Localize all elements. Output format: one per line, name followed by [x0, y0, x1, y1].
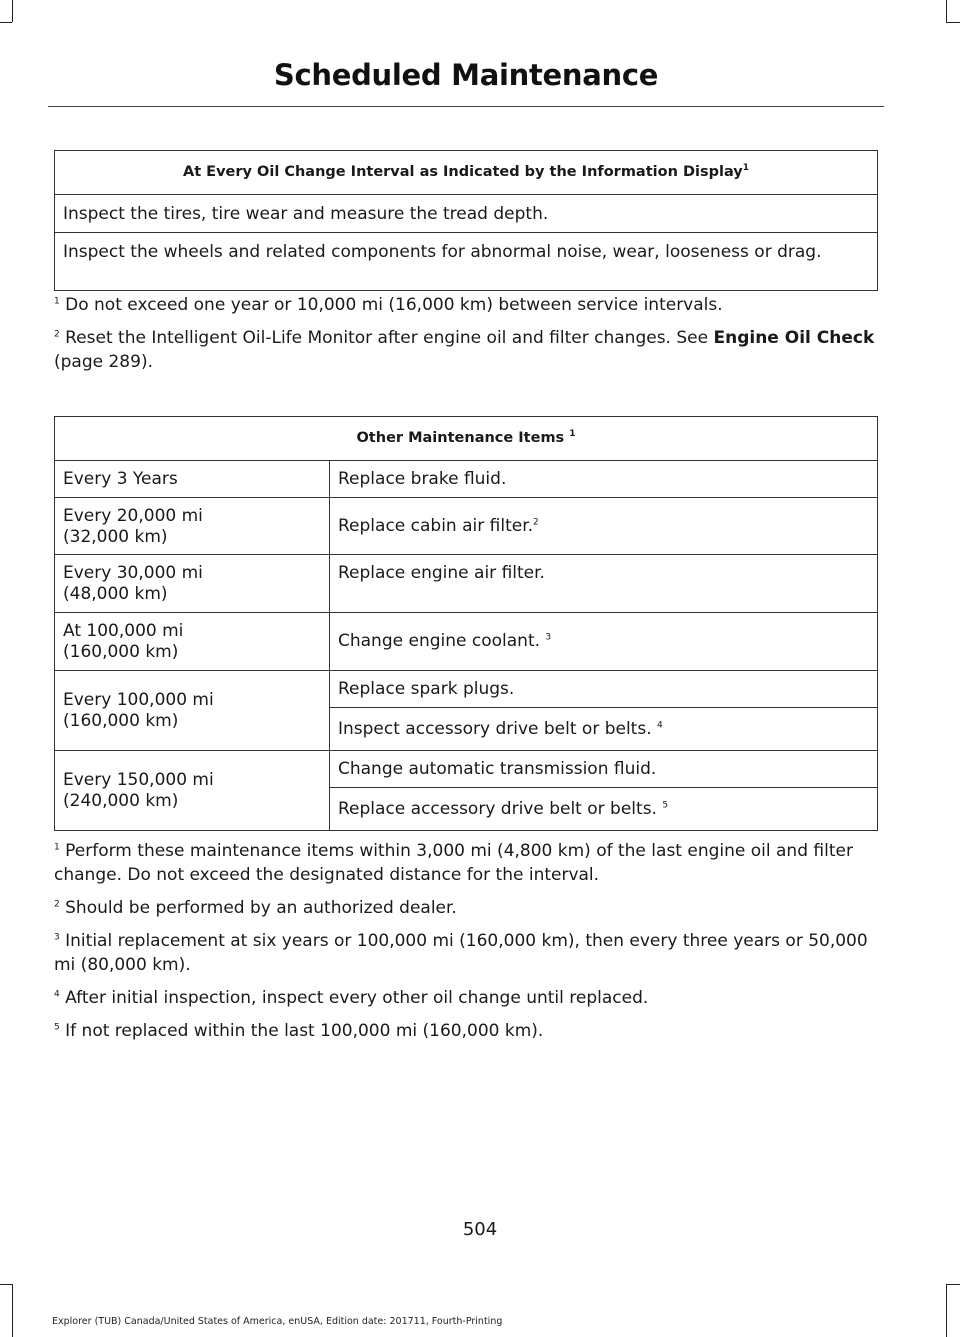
- table-row: Inspect the wheels and related components for abnormal noise, wear, looseness or drag.: [55, 233, 878, 291]
- crop-mark-top-left-h: [0, 22, 12, 23]
- item-cell: Inspect accessory drive belt or belts. $^4$: [330, 708, 878, 751]
- footnote-ref: 3: [545, 632, 552, 643]
- other-maintenance-heading: Other Maintenance Items $^1$: [55, 417, 878, 461]
- table-row: [55, 613, 878, 671]
- item-cell: Change engine coolant. $^3$: [330, 613, 878, 671]
- other-maintenance-table: [54, 416, 878, 831]
- footnote-5: $^5$ If not replaced within the last 100,000 mi (160,000 km).: [54, 1021, 544, 1041]
- crop-mark-top-right-h: [946, 22, 960, 23]
- item-cell: Change automatic transmission fluid.: [330, 751, 878, 788]
- interval-cell: Every 100,000 mi (160,000 km): [55, 671, 330, 751]
- table-row: [55, 498, 878, 555]
- footnote-ref: 2: [533, 516, 539, 527]
- item-cell: Replace cabin air filter.$^2$: [330, 498, 878, 555]
- footnote-3: $^3$ Initial replacement at six years or 100,000 mi (160,000 km), then every three years or 50,000 mi (80,000 km).: [54, 931, 868, 975]
- table-row: [55, 555, 878, 613]
- item-cell: Replace accessory drive belt or belts. $^5$: [330, 788, 878, 831]
- table-row: [55, 671, 878, 708]
- footnote-2: $^2$ Should be performed by an authorized dealer.: [54, 898, 457, 918]
- other-maintenance-footnotes: [54, 839, 880, 1052]
- oil-change-interval-table: [54, 150, 878, 291]
- interval-cell: Every 3 Years: [55, 461, 330, 498]
- page-title: Scheduled Maintenance: [273, 58, 659, 92]
- crop-mark-bottom-right-h: [946, 1284, 960, 1285]
- engine-oil-check-link[interactable]: Engine Oil Check: [713, 328, 875, 348]
- interval-cell: Every 150,000 mi (240,000 km): [55, 751, 330, 831]
- page-footer: Explorer (TUB) Canada/United States of America, enUSA, Edition date: 201711, Fourth-Printing: [52, 1316, 503, 1327]
- crop-mark-bottom-left-h: [0, 1284, 12, 1285]
- item-cell: Replace engine air filter.: [330, 555, 878, 613]
- oil-change-footnotes: [54, 293, 880, 383]
- footnote-1: $^1$ Perform these maintenance items within 3,000 mi (4,800 km) of the last engine oil and filter change. Do not exceed the designated distance for the interval.: [54, 841, 853, 885]
- item-cell: Replace brake fluid.: [330, 461, 878, 498]
- footnote-2: $^2$ Reset the Intelligent Oil-Life Monitor after engine oil and filter changes. See Engine Oil Check (page 289).: [54, 328, 875, 372]
- footnote-4: $^4$ After initial inspection, inspect every other oil change until replaced.: [54, 988, 649, 1008]
- oil-change-table-heading: At Every Oil Change Interval as Indicated by the Information Display$^1$: [55, 151, 878, 195]
- interval-cell: Every 30,000 mi (48,000 km): [55, 555, 330, 613]
- table-row: Inspect the tires, tire wear and measure the tread depth.: [55, 195, 878, 233]
- footnote-ref: 1: [569, 429, 576, 440]
- interval-cell: At 100,000 mi (160,000 km): [55, 613, 330, 671]
- footnote-ref: 5: [662, 799, 669, 810]
- header-rule: [48, 106, 884, 107]
- table-row: [55, 751, 878, 788]
- footnote-ref: 1: [742, 163, 749, 174]
- table-row: [55, 461, 878, 498]
- crop-mark-top-right-v: [946, 0, 947, 22]
- item-cell: Replace spark plugs.: [330, 671, 878, 708]
- crop-mark-bottom-left-v: [12, 1284, 13, 1337]
- crop-mark-top-left-v: [12, 0, 13, 22]
- page-number: 504: [462, 1219, 498, 1240]
- footnote-1: $^1$ Do not exceed one year or 10,000 mi (16,000 km) between service intervals.: [54, 295, 723, 315]
- interval-cell: Every 20,000 mi (32,000 km): [55, 498, 330, 555]
- footnote-ref: 4: [657, 719, 663, 730]
- crop-mark-bottom-right-v: [946, 1284, 947, 1337]
